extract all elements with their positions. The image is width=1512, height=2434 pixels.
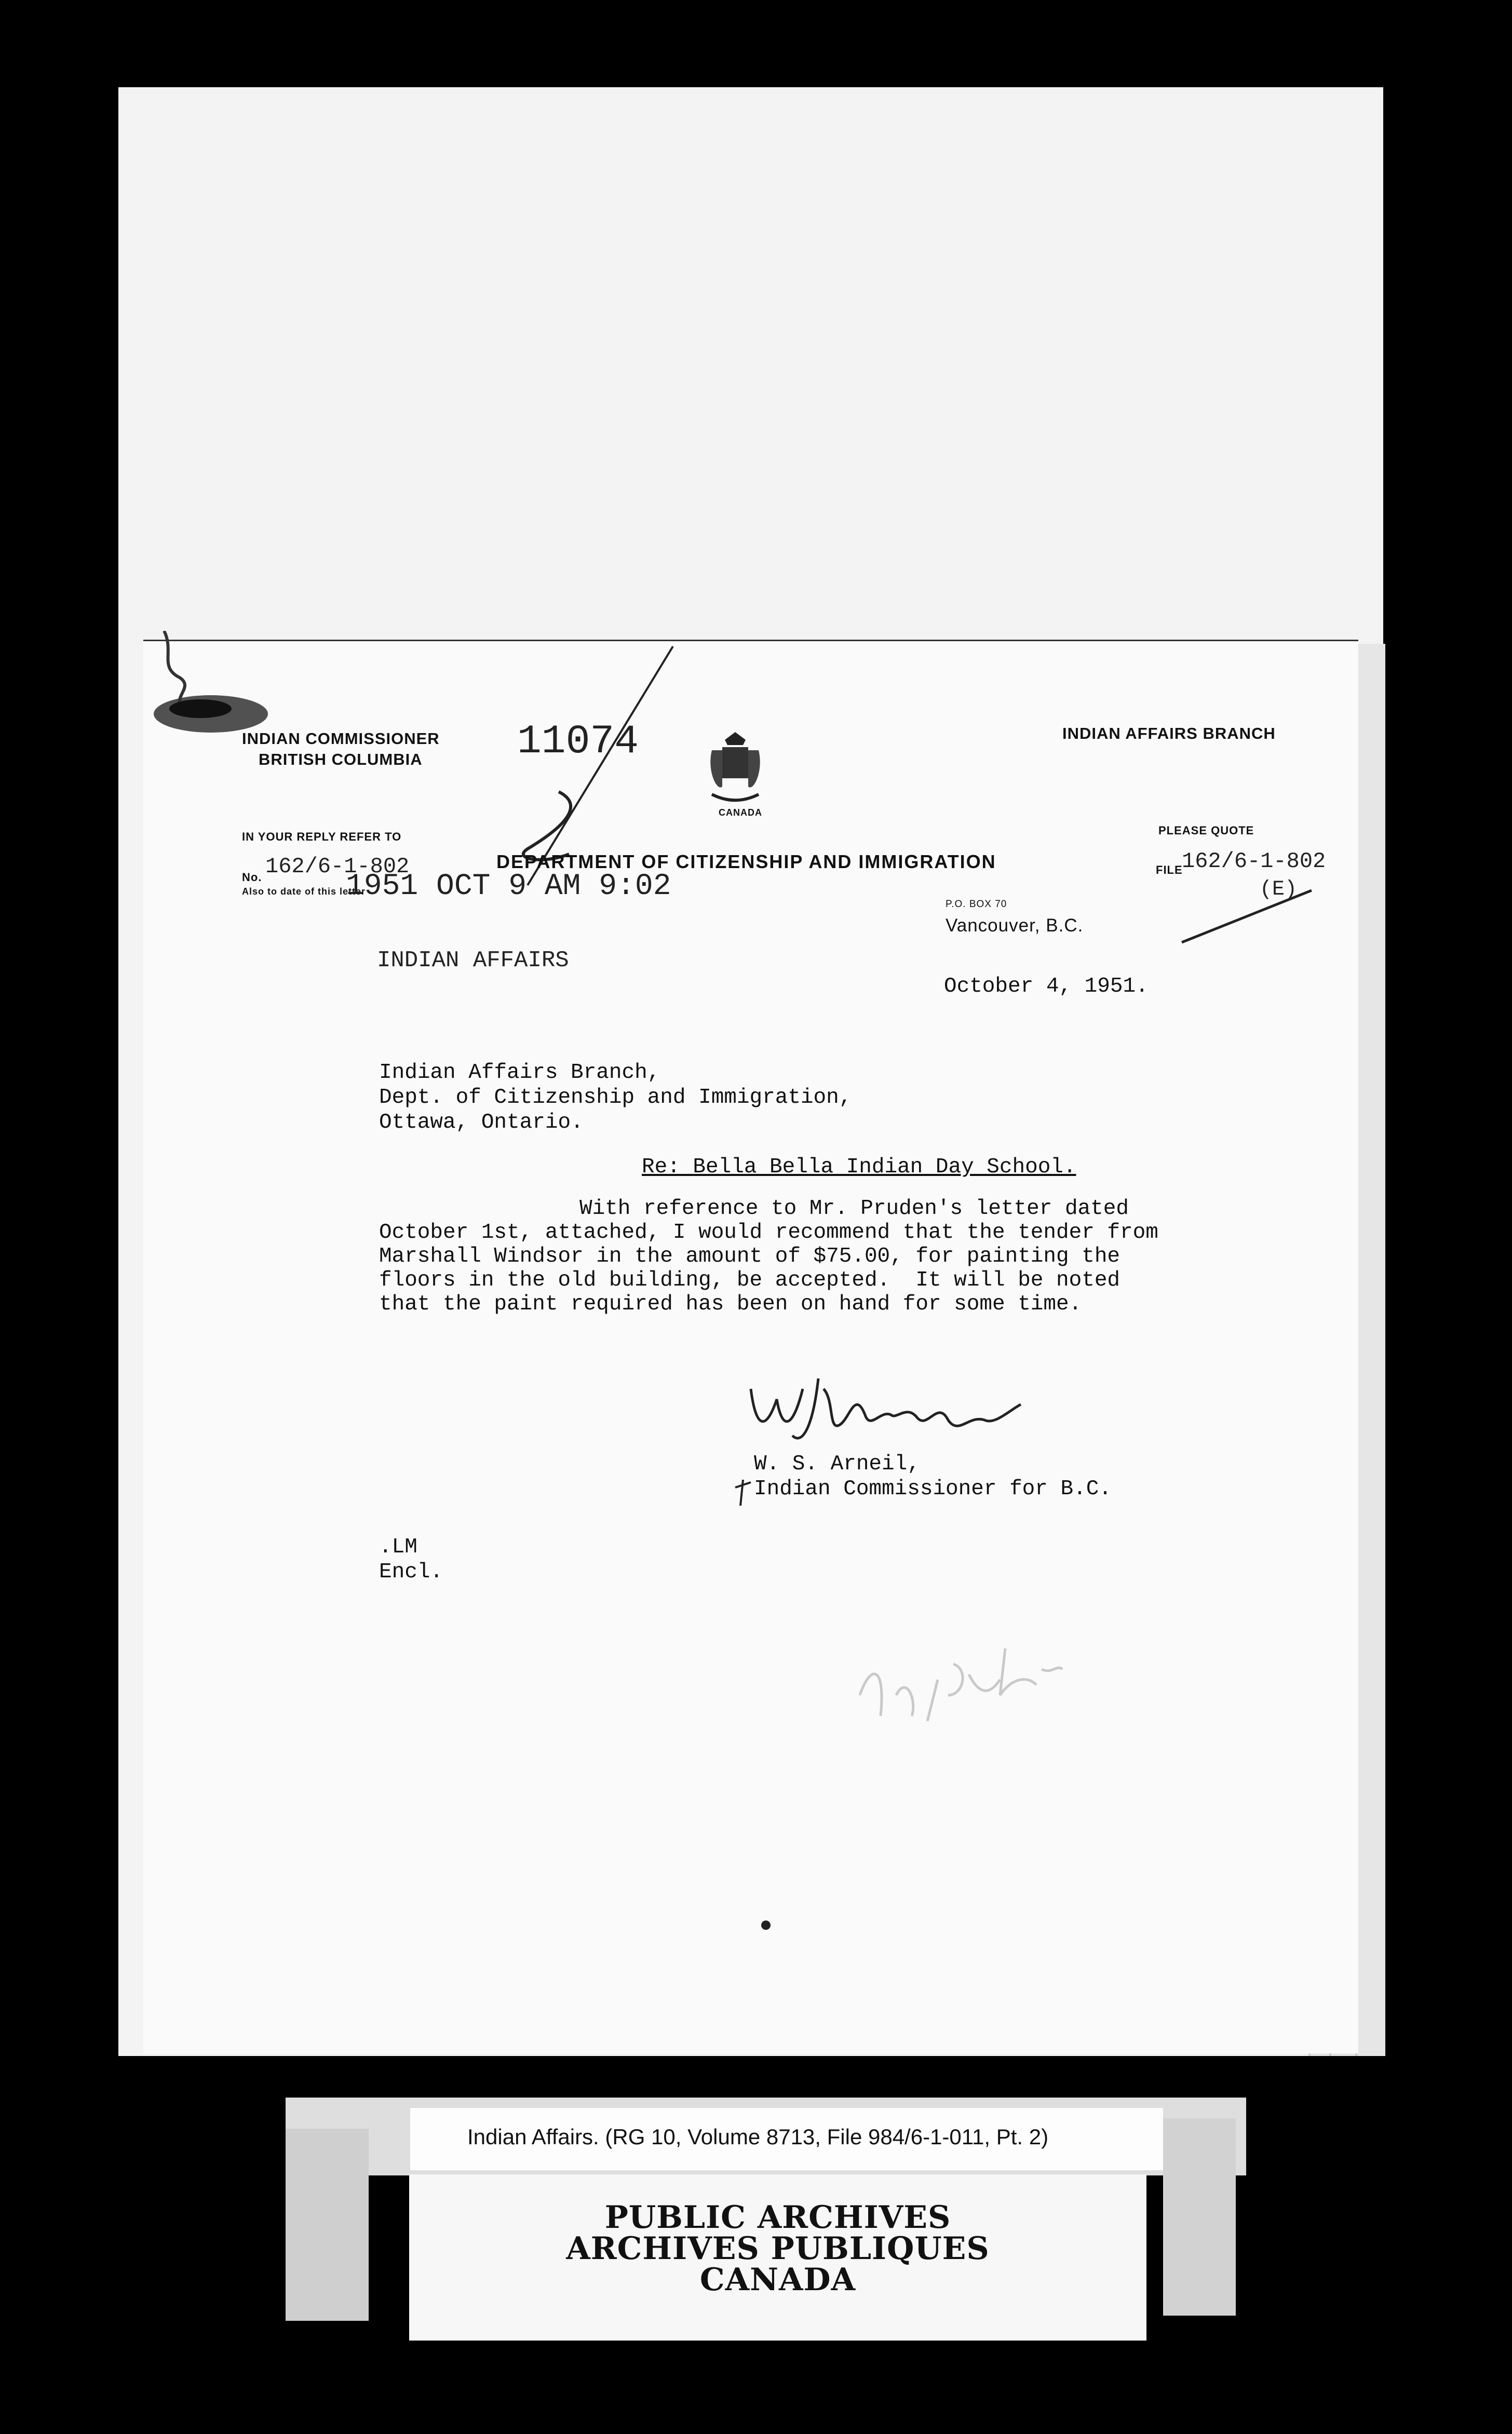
binder-clip-right [1163,2118,1236,2316]
body-line: Marshall Windsor in the amount of $75.00, for painting the [379,1245,1120,1268]
body-line: that the paint required has been on hand for some time. [379,1292,1082,1316]
letter-sheet [143,640,1358,2053]
subject-line: Re: Bella Bella Indian Day School. [642,1155,1076,1179]
city: Vancouver, B.C. [946,915,1084,936]
binder-clip-left [286,2129,369,2321]
archive-stamp-line2: ARCHIVES PUBLIQUES [566,2230,990,2267]
po-box: P.O. BOX 70 [946,899,1007,910]
enclosure-note: Encl. [379,1560,443,1584]
signature-title: Indian Commissioner for B.C. [754,1477,1112,1501]
archive-citation: Indian Affairs. (RG 10, Volume 8713, File 984/6-1-011, Pt. 2) [467,2125,1049,2149]
reply-no-value: 162/6-1-802 [265,854,410,879]
department-name: DEPARTMENT OF CITIZENSHIP AND IMMIGRATION [496,851,996,872]
coat-of-arms-icon [707,729,764,807]
indian-affairs-stamp: INDIAN AFFAIRS [377,948,569,973]
handwritten-signature [740,1368,1031,1456]
archive-stamp-line3: CANADA [699,2262,856,2298]
addressee-line1: Indian Affairs Branch, [379,1061,660,1085]
received-date-stamp: 1951 OCT 9 AM 9:02 [346,870,671,903]
body-line: floors in the old building, be accepted. It will be noted [379,1268,1120,1292]
pen-stroke [1177,885,1317,948]
file-number: 162/6-1-802 [1182,849,1326,874]
sender-office-line1: INDIAN COMMISSIONER [242,729,440,748]
reply-no-label: No. [242,871,262,884]
sender-office-line2: BRITISH COLUMBIA [259,750,423,768]
letter-date: October 4, 1951. [944,975,1149,998]
file-label: FILE [1156,863,1183,876]
body-line: With reference to Mr. Pruden's letter dated [579,1197,1129,1221]
addressee-line3: Ottawa, Ontario. [379,1111,584,1134]
body-line: October 1st, attached, I would recommend that the tender from [379,1221,1158,1245]
typist-initials: .LM [379,1535,417,1559]
faint-pencil-annotation [849,1617,1068,1737]
punch-hole [761,1921,771,1930]
archive-stamp-line1: PUBLIC ARCHIVES [604,2199,951,2236]
file-suffix: (E) [1260,878,1298,901]
signature-name: W. S. Arneil, [754,1452,920,1476]
addressee-line2: Dept. of Citizenship and Immigration, [379,1086,852,1110]
please-quote-label: PLEASE QUOTE [1158,824,1254,837]
branch-name: INDIAN AFFAIRS BRANCH [1062,724,1276,742]
pen-mark [730,1477,756,1508]
reply-refer-label: IN YOUR REPLY REFER TO [242,830,402,843]
country-label: CANADA [719,807,762,818]
also-date-label: Also to date of this letter [242,886,366,897]
string-tie-icon [138,631,273,740]
received-number-stamp: 11074 [517,719,639,765]
